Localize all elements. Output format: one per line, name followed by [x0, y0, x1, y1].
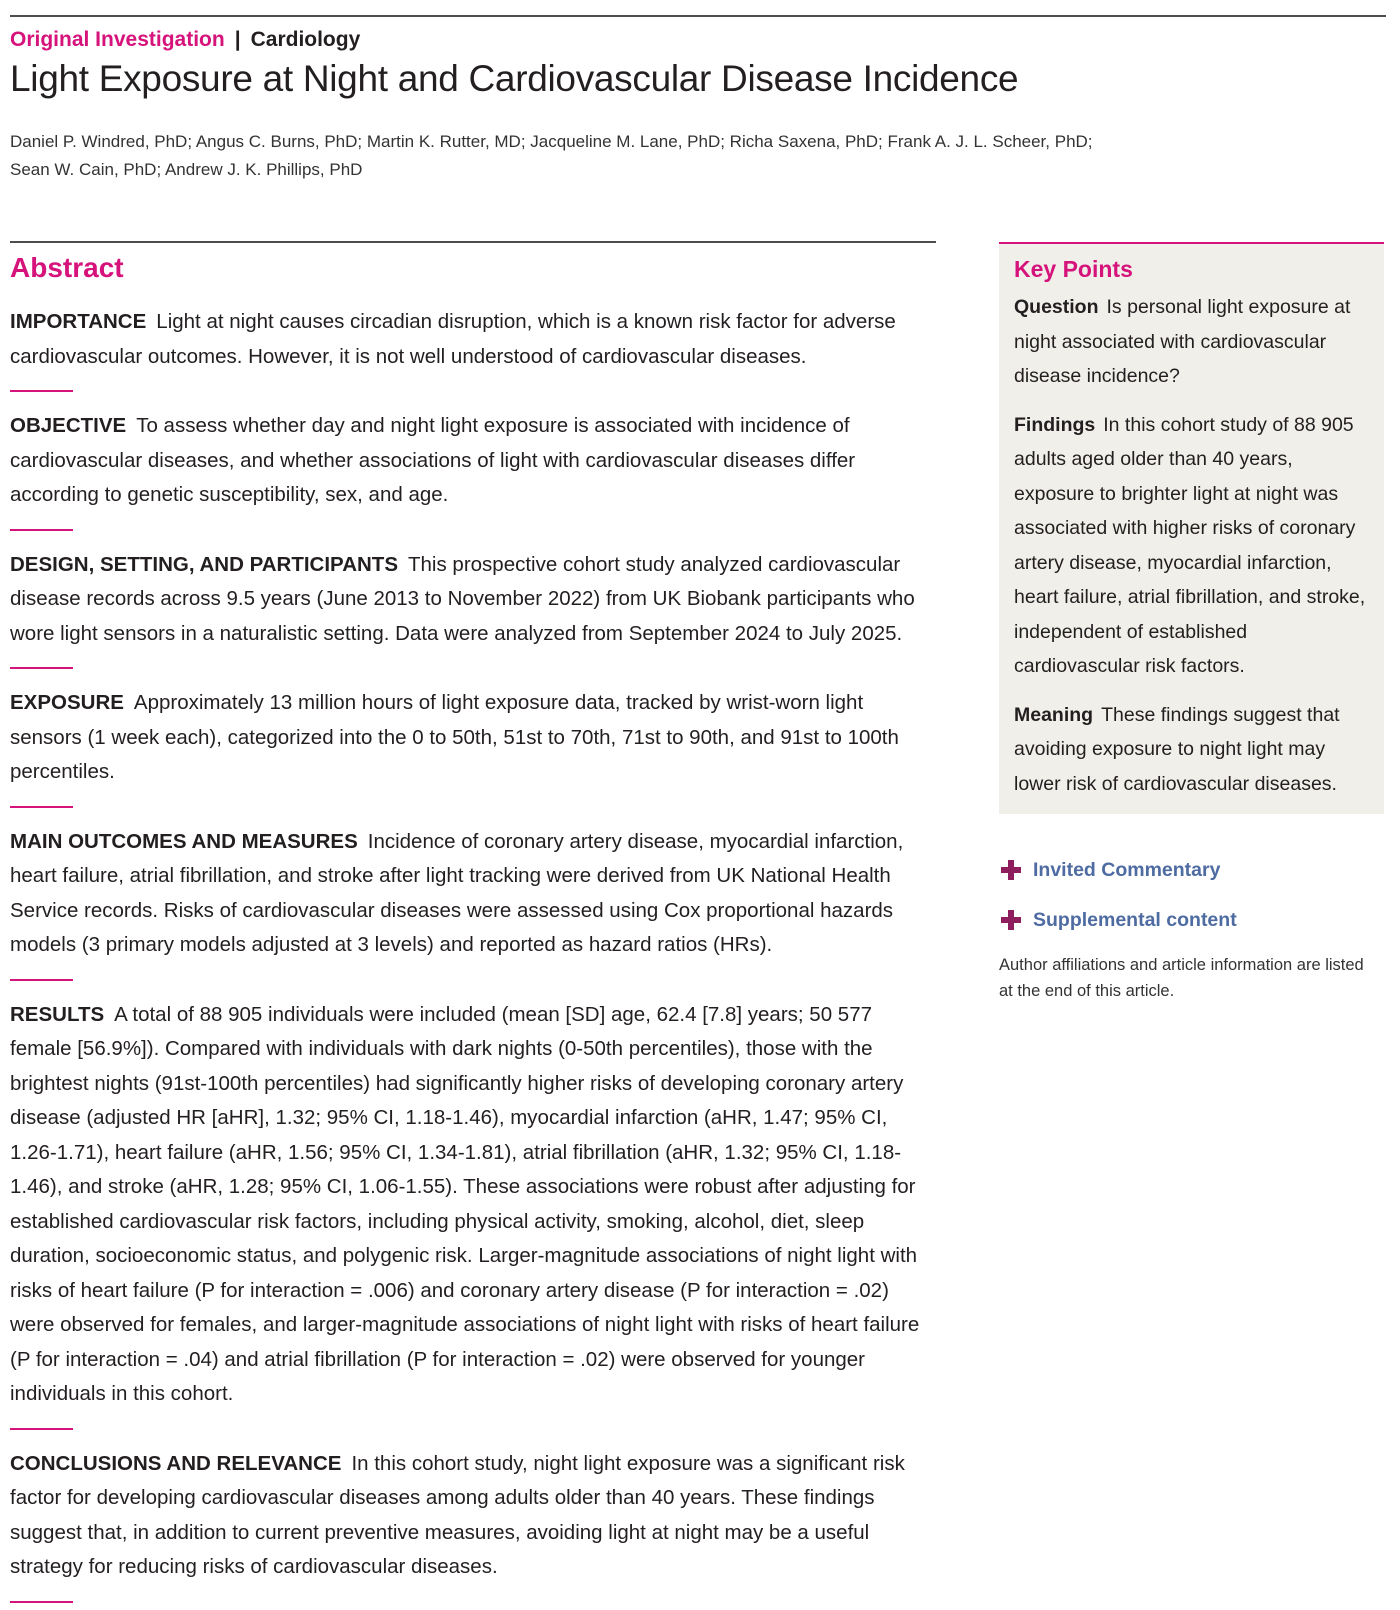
abstract-section-exposure — [10, 686, 936, 790]
article-type: Original Investigation — [10, 28, 225, 51]
section-divider — [10, 1428, 73, 1430]
section-text: Approximately 13 million hours of light exposure data, tracked by wrist-worn light sensors (1 week each), categorized into the 0 to 50th, 51st to 70th, 71st to 90th, and 91st to 100th percentiles. — [10, 691, 899, 783]
abstract-rule — [10, 241, 936, 243]
top-rule — [10, 15, 1386, 17]
abstract-section-design — [10, 548, 936, 652]
key-point-text: In this cohort study of 88 905 adults aged older than 40 years, exposure to brighter light at night was associated with higher risks of coronary artery disease, myocardial infarction, heart failure, atrial fibrillation, and stroke, independent of established cardiovascular risk factors. — [1014, 413, 1366, 677]
related-links — [999, 855, 1384, 955]
section-label: EXPOSURE — [10, 691, 124, 714]
section-label: DESIGN, SETTING, AND PARTICIPANTS — [10, 552, 398, 576]
key-point-label: Findings — [1014, 413, 1096, 436]
article-header — [10, 28, 360, 52]
section-divider — [10, 1601, 73, 1603]
key-point-text: Is personal light exposure at night associated with cardiovascular disease incidence? — [1014, 296, 1351, 387]
key-point-text: These findings suggest that avoiding exposure to night light may lower risk of cardiovascular diseases. — [1014, 703, 1340, 795]
plus-icon — [999, 908, 1023, 932]
header-separator: | — [234, 28, 241, 51]
section-label: IMPORTANCE — [10, 310, 147, 333]
article-title: Light Exposure at Night and Cardiovascular Disease Incidence — [10, 58, 1019, 99]
section-divider — [10, 390, 73, 392]
section-divider — [10, 806, 73, 808]
invited-commentary-link[interactable] — [999, 855, 1384, 885]
supplemental-content-link[interactable] — [999, 905, 1384, 935]
abstract-heading: Abstract — [10, 252, 124, 283]
key-point-label: Question — [1014, 296, 1099, 318]
supplemental-content-label[interactable]: Supplemental content — [1033, 908, 1237, 931]
affiliations-note: Author affiliations and article information are listed at the end of this article. — [999, 956, 1364, 1000]
section-divider — [10, 529, 73, 531]
abstract-section-importance — [10, 305, 936, 374]
key-point-meaning — [1014, 698, 1370, 802]
section-text: A total of 88 905 individuals were included (mean [SD] age, 62.4 [7.8] years; 50 577 female [56.9%]). Compared with individuals with dark nights (0-50th percentiles), those with the brightest nights (91st-100th percentiles) had significantly higher risks of developing coronary artery disease (adjusted HR [aHR], 1.32; 95% CI, 1.18-1.46), myocardial infarction (aHR, 1.47; 95% CI, 1.26-1.71), heart failure (aHR, 1.56; 95% CI, 1.34-1.81), atrial fibrillation (aHR, 1.32; 95% CI, 1.18-1.46), and stroke (aHR, 1.28; 95% CI, 1.06-1.55). These associations were robust after adjusting for established cardiovascular risk factors, including physical activity, smoking, alcohol, diet, sleep duration, socioeconomic status, and polygenic risk. Larger-magnitude associations of night light with risks of heart failure (P for interaction = .006) and coronary artery disease (P for interaction = .02) were observed for females, and larger-magnitude associations of night light with risks of heart failure (P for interaction = .04) and atrial fibrillation (P for interaction = .02) were observed for younger individuals in this cohort. — [10, 1002, 920, 1405]
article-category: Cardiology — [250, 28, 361, 51]
abstract-section-outcomes — [10, 825, 936, 963]
section-text: Light at night causes circadian disruption, which is a known risk factor for adverse cardiovascular outcomes. However, it is not well understood of cardiovascular diseases. — [10, 310, 896, 368]
section-label: MAIN OUTCOMES AND MEASURES — [10, 829, 358, 853]
author-list — [10, 128, 1170, 184]
key-points-box — [999, 242, 1384, 814]
authors-line-2: Sean W. Cain, PhD; Andrew J. K. Phillips, PhD — [10, 160, 363, 179]
abstract — [10, 241, 936, 1603]
section-label: RESULTS — [10, 1002, 105, 1026]
plus-icon — [999, 858, 1023, 882]
authors-line-1: Daniel P. Windred, PhD; Angus C. Burns, PhD; Martin K. Rutter, MD; Jacqueline M. Lane, PhD; Richa Saxena, PhD; Frank A. J. L. Scheer, PhD; — [10, 132, 1093, 151]
section-text: This prospective cohort study analyzed cardiovascular disease records across 9.5 years (June 2013 to November 2022) from UK Biobank participants who wore light sensors in a naturalistic setting. Data were analyzed from September 2024 to July 2025. — [10, 552, 915, 645]
section-divider — [10, 979, 73, 981]
section-text: Incidence of coronary artery disease, myocardial infarction, heart failure, atrial fibrillation, and stroke after light tracking were derived from UK National Health Service records. Risks of cardiovascular diseases were assessed using Cox proportional hazards models (3 primary models adjusted at 3 levels) and reported as hazard ratios (HRs). — [10, 829, 904, 956]
abstract-section-results — [10, 998, 936, 1412]
section-text: In this cohort study, night light exposure was a significant risk factor for developing cardiovascular diseases among adults older than 40 years. These findings suggest that, in addition to current preventive measures, avoiding light at night may be a useful strategy for reducing risks of cardiovascular diseases. — [10, 1451, 905, 1578]
section-label: CONCLUSIONS AND RELEVANCE — [10, 1451, 342, 1475]
key-point-question — [1014, 290, 1370, 394]
abstract-section-objective — [10, 409, 936, 513]
section-text: To assess whether day and night light exposure is associated with incidence of cardiovascular diseases, and whether associations of light with cardiovascular diseases differ according to genetic susceptibility, sex, and age. — [10, 414, 856, 506]
abstract-section-conclusions — [10, 1447, 936, 1585]
invited-commentary-label[interactable]: Invited Commentary — [1033, 858, 1221, 881]
section-divider — [10, 667, 73, 669]
key-point-label: Meaning — [1014, 703, 1094, 726]
section-label: OBJECTIVE — [10, 414, 127, 437]
key-points-heading: Key Points — [1014, 256, 1133, 282]
key-point-findings — [1014, 408, 1370, 684]
